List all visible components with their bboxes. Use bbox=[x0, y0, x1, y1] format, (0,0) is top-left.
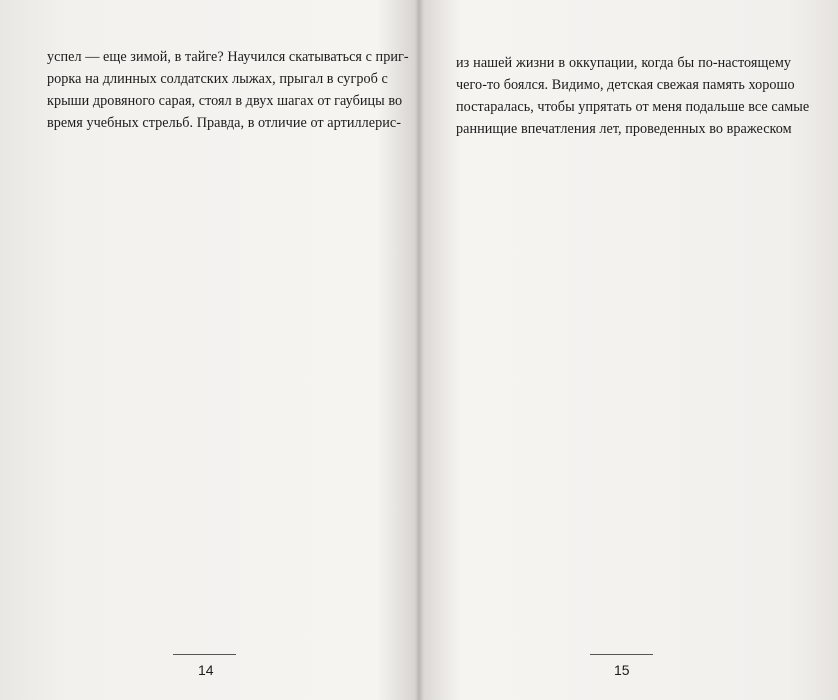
text-line: из нашей жизни в оккупации, когда бы по-настоящему bbox=[456, 55, 791, 71]
left-footer-rule bbox=[173, 654, 236, 655]
text-line: чего-то боялся. Видимо, детская свежая память хорошо bbox=[456, 77, 795, 94]
text-line: крыши дровяного сарая, стоял в двух шагах от гаубицы во bbox=[47, 93, 403, 110]
text-line: время учебных стрельб. Правда, в отличие от артиллерис- bbox=[47, 115, 401, 132]
left-page bbox=[47, 46, 409, 134]
right-page-number: 15 bbox=[614, 662, 630, 678]
text-line: постаралась, чтобы упрятать от меня подальше все самые bbox=[456, 99, 810, 116]
text-line: успел — еще зимой, в тайге? Научился скатываться с приг- bbox=[47, 49, 409, 65]
left-page-number: 14 bbox=[198, 662, 214, 678]
right-footer-rule bbox=[590, 654, 653, 655]
text-line: рорка на длинных солдатских лыжах, прыгал в сугроб с bbox=[47, 71, 388, 88]
text-line: раннищие впечатления лет, проведенных во вражеском bbox=[456, 121, 792, 138]
right-page bbox=[456, 52, 810, 140]
